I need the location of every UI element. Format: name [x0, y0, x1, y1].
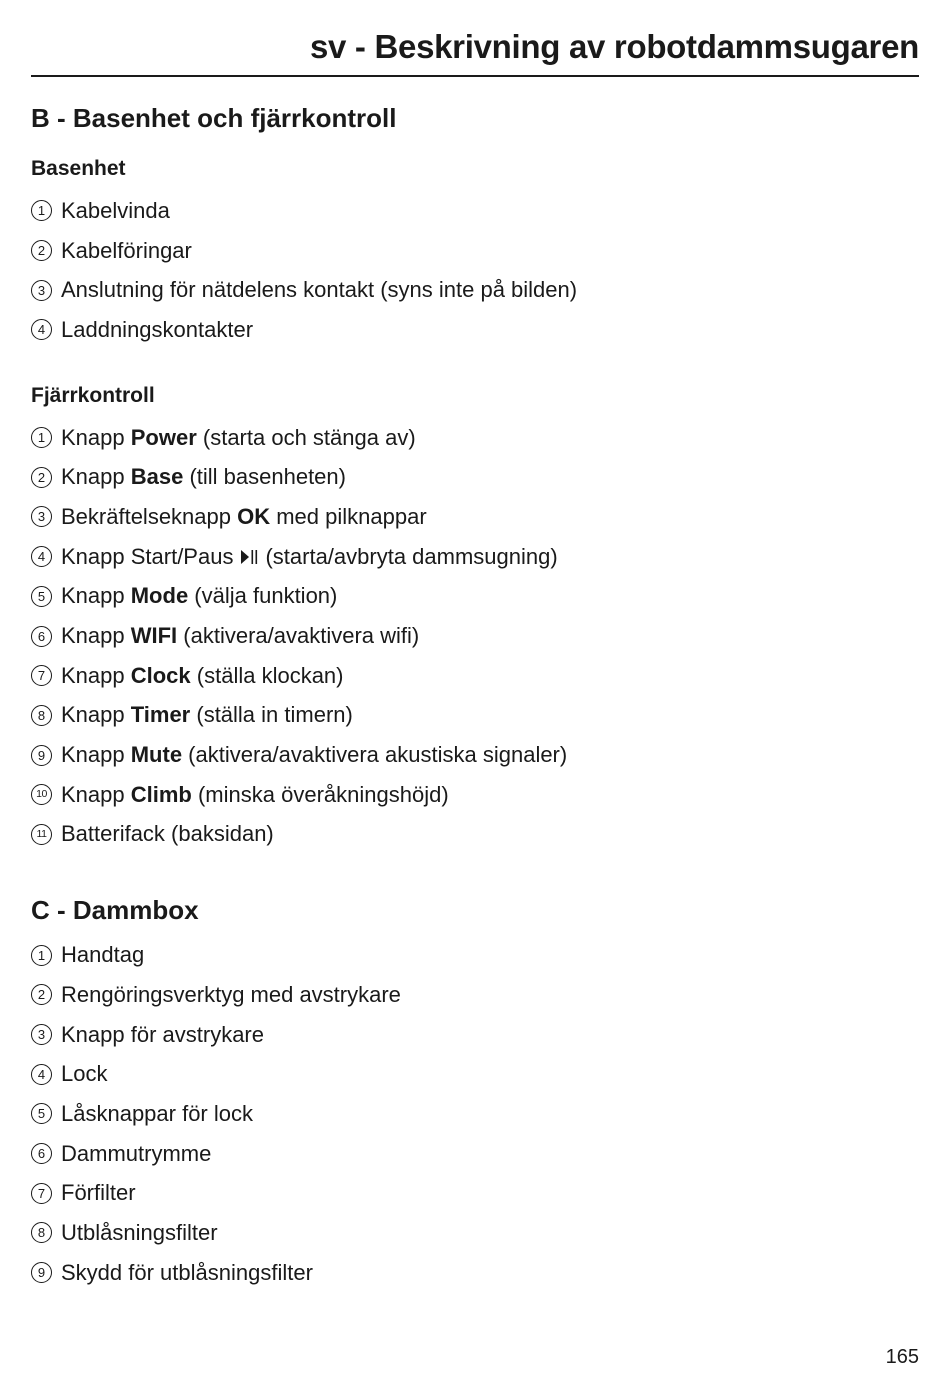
button-name: Base: [130, 464, 184, 490]
list-item: [31, 1173, 919, 1213]
number-badge: 10: [31, 784, 52, 805]
item-prefix: Knapp: [61, 583, 131, 609]
number-badge: 3: [31, 506, 52, 527]
item-prefix: Knapp: [61, 702, 131, 728]
page-title: sv - Beskrivning av robotdammsugaren: [309, 28, 919, 65]
button-name: Climb: [130, 781, 192, 807]
number-badge: 4: [31, 319, 52, 340]
number-badge: 4: [31, 546, 52, 567]
button-name: Mode: [130, 583, 189, 609]
item-prefix: Knapp: [61, 781, 131, 807]
list-item: [31, 1054, 919, 1094]
list-item: [31, 656, 919, 696]
list-item: [31, 270, 919, 310]
item-text: Kabelföringar: [61, 237, 192, 263]
list-item: [31, 457, 919, 497]
number-badge: 11: [31, 824, 52, 845]
item-prefix: Knapp: [61, 424, 131, 450]
list-item: [31, 191, 919, 231]
number-badge: 4: [31, 1064, 52, 1085]
item-prefix: Knapp: [61, 464, 131, 490]
button-name: WIFI: [130, 623, 178, 649]
play-pause-icon: [239, 547, 259, 567]
number-badge: 7: [31, 1183, 52, 1204]
number-badge: 1: [31, 200, 52, 221]
list-item: [31, 975, 919, 1015]
number-badge: 8: [31, 705, 52, 726]
item-prefix: Knapp: [61, 742, 131, 768]
dammbox-list: [31, 935, 919, 1292]
section-b-heading: B - Basenhet och fjärrkontroll: [31, 103, 397, 133]
item-suffix: med pilknappar: [270, 503, 427, 529]
item-prefix: Knapp: [61, 623, 131, 649]
item-prefix: Bekräftelseknapp: [61, 503, 238, 529]
number-badge: 8: [31, 1222, 52, 1243]
number-badge: 6: [31, 1143, 52, 1164]
number-badge: 2: [31, 467, 52, 488]
list-item: [31, 1134, 919, 1174]
item-suffix: (ställa in timern): [190, 702, 353, 728]
list-item: [31, 537, 919, 577]
list-item: [31, 735, 919, 775]
number-badge: 9: [31, 745, 52, 766]
fjarrkontroll-heading: Fjärrkontroll: [31, 383, 155, 407]
item-suffix: (ställa klockan): [190, 662, 344, 688]
number-badge: 9: [31, 1262, 52, 1283]
item-suffix: (starta och stänga av): [196, 424, 416, 450]
item-prefix: Knapp Start/Paus: [61, 543, 234, 569]
list-item: [31, 418, 919, 458]
item-text: Rengöringsverktyg med avstrykare: [61, 981, 401, 1007]
number-badge: 3: [31, 1024, 52, 1045]
page-number: 165: [885, 1346, 919, 1368]
basenhet-list: [31, 191, 919, 350]
number-badge: 5: [31, 586, 52, 607]
list-item: [31, 1253, 919, 1293]
list-item: [31, 696, 919, 736]
list-item: [31, 577, 919, 617]
number-badge: 6: [31, 626, 52, 647]
item-text: Anslutning för nätdelens kontakt (syns inte på bilden): [61, 277, 578, 303]
list-item: [31, 1213, 919, 1253]
list-item: [31, 1015, 919, 1055]
number-badge: 1: [31, 427, 52, 448]
item-text: Lock: [61, 1061, 108, 1087]
item-suffix: (aktivera/avaktivera akustiska signaler): [182, 742, 568, 768]
number-badge: 1: [31, 945, 52, 966]
item-text: Kabelvinda: [61, 197, 170, 223]
list-item: [31, 231, 919, 271]
fjarrkontroll-list: [31, 418, 919, 855]
title-rule: [31, 75, 919, 77]
item-text: Batterifack (baksidan): [61, 821, 274, 847]
item-text: Utblåsningsfilter: [61, 1219, 218, 1245]
list-item: [31, 497, 919, 537]
button-name: Timer: [130, 702, 191, 728]
item-suffix: (till basenheten): [183, 464, 346, 490]
item-text: Förfilter: [61, 1180, 136, 1206]
list-item: [31, 616, 919, 656]
button-name: Power: [130, 424, 197, 450]
page-content: [31, 100, 919, 1293]
number-badge: 5: [31, 1103, 52, 1124]
list-item: [31, 815, 919, 855]
button-name: OK: [237, 503, 271, 529]
number-badge: 2: [31, 984, 52, 1005]
list-item: [31, 1094, 919, 1134]
item-text: Skydd för utblåsningsfilter: [61, 1259, 313, 1285]
list-item: [31, 935, 919, 975]
item-text: Knapp för avstrykare: [61, 1021, 264, 1047]
item-text: Laddningskontakter: [61, 316, 254, 342]
list-item: [31, 310, 919, 350]
section-c-heading: C - Dammbox: [31, 895, 199, 926]
item-text: Dammutrymme: [61, 1140, 212, 1166]
list-item: [31, 775, 919, 815]
item-text: Låsknappar för lock: [61, 1100, 253, 1126]
item-suffix: (välja funktion): [188, 583, 338, 609]
item-suffix: (minska överåkningshöjd): [191, 781, 449, 807]
item-text: Handtag: [61, 942, 145, 968]
button-name: Clock: [130, 662, 191, 688]
item-suffix: (starta/avbryta dammsugning): [265, 543, 558, 569]
item-prefix: Knapp: [61, 662, 131, 688]
number-badge: 2: [31, 240, 52, 261]
button-name: Mute: [130, 742, 183, 768]
number-badge: 3: [31, 280, 52, 301]
number-badge: 7: [31, 665, 52, 686]
item-suffix: (aktivera/avaktivera wifi): [177, 623, 420, 649]
basenhet-heading: Basenhet: [31, 157, 126, 180]
